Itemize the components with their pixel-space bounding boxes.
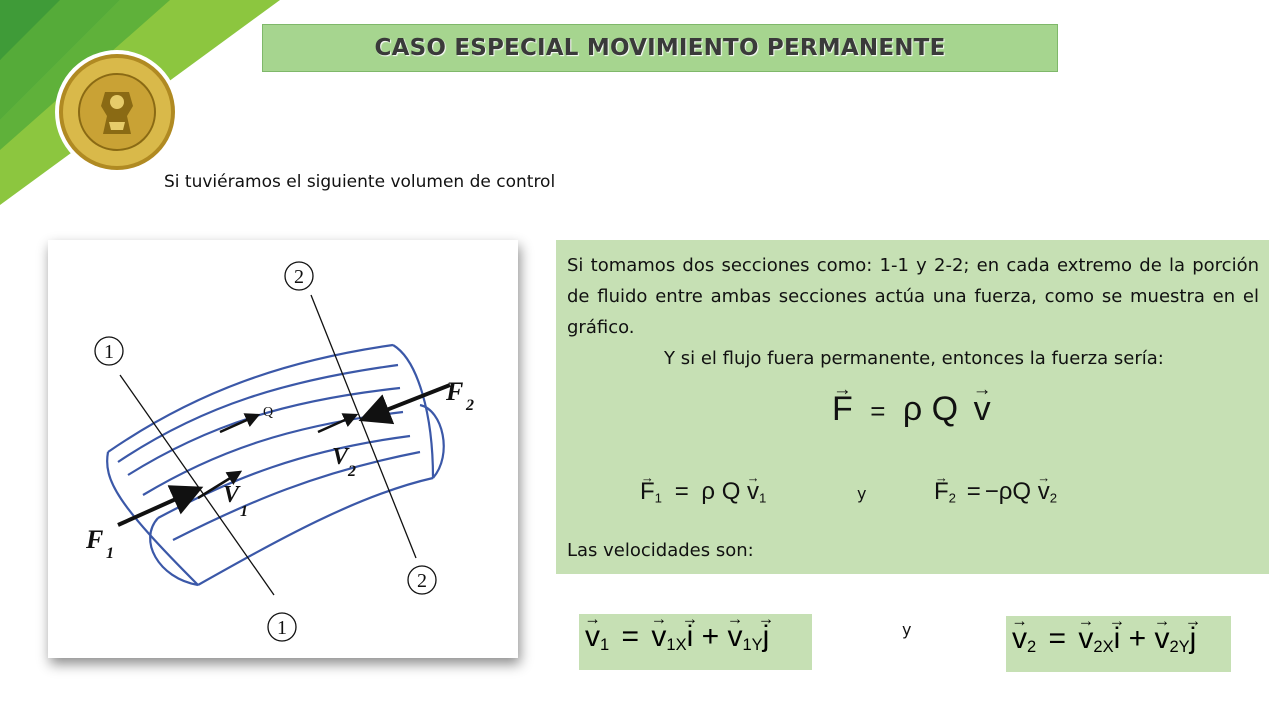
inlet-ellipse: [150, 518, 198, 585]
force-2-equation: [934, 478, 1057, 506]
section-line-1: [120, 375, 274, 595]
v1-equals: =: [621, 620, 640, 653]
conjunction-forces: y: [857, 484, 867, 503]
velocity-2-sub: 2: [348, 463, 356, 480]
eq-f1-q: Q: [721, 478, 741, 505]
eq-f2-sub: 2: [948, 490, 957, 506]
eq-f1-force: → F: [640, 478, 655, 506]
university-logo: [55, 50, 179, 174]
velocity-2-arrow: [318, 415, 356, 432]
eq-f1-sub: 1: [654, 490, 663, 506]
v2-equals: =: [1048, 622, 1067, 655]
explanation-box: [556, 240, 1269, 574]
eq-f2-rho: ρ: [998, 478, 1013, 505]
v2x-sub: 2X: [1093, 638, 1114, 657]
velocity-2-box: [1006, 616, 1231, 672]
v1x-symbol: → v: [651, 620, 666, 654]
velocities-label: Las velocidades son:: [567, 540, 754, 561]
section-label-1-top: 1: [104, 341, 114, 363]
v2-plus: +: [1128, 622, 1147, 655]
section-line-2: [311, 295, 416, 558]
slide-title: CASO ESPECIAL MOVIMIENTO PERMANENTE: [374, 35, 946, 61]
section-label-2-top: 2: [294, 266, 304, 288]
eq-main-equals: =: [870, 396, 886, 426]
v2y-sub: 2Y: [1169, 638, 1190, 657]
eq-f1-rho: ρ: [701, 478, 716, 505]
paragraph-permanent-flow: Y si el flujo fuera permanente, entonces la fuerza sería:: [664, 348, 1164, 369]
eq-f2-q: Q: [1012, 478, 1032, 505]
slide-title-bar: [262, 24, 1058, 72]
unit-i-1: → i: [687, 620, 694, 654]
velocity-2-label: V: [332, 444, 349, 470]
force-1-sub: 1: [106, 545, 114, 562]
intro-text: Si tuviéramos el siguiente volumen de control: [164, 172, 556, 192]
eq-main-v: → v: [974, 390, 991, 429]
eq-f1-v: → v: [747, 478, 759, 506]
force-1-label: F: [86, 525, 104, 554]
eq-f2-equals: =: [966, 478, 981, 505]
v1y-symbol: → v: [727, 620, 742, 654]
eq-main-rho: ρ: [902, 390, 923, 428]
eq-f2-minus: −: [984, 478, 999, 505]
momentum-equation: [832, 390, 991, 429]
eq-f1-vsub: 1: [759, 490, 767, 506]
control-volume-figure: [48, 240, 518, 658]
v1-plus: +: [701, 620, 720, 653]
flow-arrow: [220, 415, 258, 432]
unit-j-2: → j: [1190, 622, 1197, 656]
v1-sub: 1: [600, 636, 610, 655]
force-2-sub: 2: [466, 397, 474, 414]
velocity-1-box: [579, 614, 812, 670]
v2-symbol: → v: [1012, 622, 1027, 656]
v2-sub: 2: [1027, 638, 1037, 657]
unit-i-2: → i: [1114, 622, 1121, 656]
v1y-sub: 1Y: [742, 636, 763, 655]
eq-f2-force: → F: [934, 478, 949, 506]
v2x-symbol: → v: [1078, 622, 1093, 656]
control-volume-diagram: [48, 240, 518, 658]
eq-main-force: → F: [832, 390, 853, 429]
velocity-1-equation: [585, 620, 769, 655]
eq-f2-v: → v: [1038, 478, 1050, 506]
force-1-equation: [640, 478, 766, 506]
velocity-2-equation: [1012, 622, 1196, 657]
v1-symbol: → v: [585, 620, 600, 654]
unit-j-1: → j: [763, 620, 770, 654]
force-2-label: F: [446, 377, 464, 406]
tube-top-edge: [108, 345, 393, 452]
v2y-symbol: → v: [1154, 622, 1169, 656]
section-label-1-bottom: 1: [277, 617, 287, 639]
conjunction-velocities: y: [902, 620, 912, 639]
eq-f1-equals: =: [674, 478, 689, 505]
eq-main-q: Q: [931, 390, 959, 428]
velocity-1-label: V: [223, 482, 240, 508]
velocity-1-sub: 1: [240, 503, 248, 520]
v1x-sub: 1X: [666, 636, 687, 655]
section-label-2-bottom: 2: [417, 570, 427, 592]
paragraph-sections: Si tomamos dos secciones como: 1-1 y 2-2; en cada extremo de la porción de fluido entre ambas secciones actúa una fuerza, como se muestra en el gráfico.: [567, 255, 1259, 338]
eq-f2-vsub: 2: [1049, 490, 1058, 506]
flow-label: Q: [263, 405, 274, 420]
